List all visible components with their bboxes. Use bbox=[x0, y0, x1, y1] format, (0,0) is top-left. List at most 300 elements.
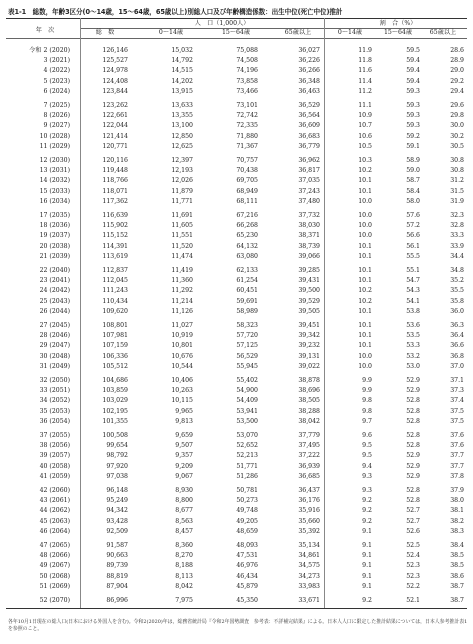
cell-age-15-64: 68,949 bbox=[236, 187, 258, 195]
table-row bbox=[6, 46, 467, 56]
cell-age-15-64: 63,080 bbox=[236, 252, 258, 260]
cell-ratio-15-64: 52.8 bbox=[406, 497, 420, 505]
cell-total: 93,428 bbox=[106, 517, 128, 525]
cell-age-0-14: 7,975 bbox=[175, 597, 193, 604]
cell-ratio-65-plus: 29.2 bbox=[450, 77, 464, 85]
cell-age-15-64: 61,254 bbox=[236, 277, 258, 285]
cell-ratio-65-plus: 35.2 bbox=[450, 277, 464, 285]
cell-total: 122,044 bbox=[102, 122, 128, 130]
cell-total: 101,355 bbox=[102, 417, 128, 425]
cell-age-65-plus: 38,042 bbox=[298, 417, 320, 425]
table-row bbox=[6, 197, 467, 207]
cell-ratio-65-plus: 31.2 bbox=[450, 177, 464, 185]
cell-age-65-plus: 37,222 bbox=[298, 452, 320, 460]
cell-ratio-15-64: 55.1 bbox=[406, 267, 420, 274]
table-row bbox=[6, 77, 467, 87]
table-row bbox=[6, 166, 467, 176]
cell-ratio-15-64: 59.3 bbox=[406, 102, 420, 109]
cell-ratio-0-14: 9.1 bbox=[362, 552, 372, 560]
cell-ratio-0-14: 10.1 bbox=[358, 252, 372, 260]
cell-ratio-0-14: 9.3 bbox=[362, 487, 372, 494]
cell-age-0-14: 11,879 bbox=[171, 187, 193, 195]
cell-total: 104,686 bbox=[102, 377, 128, 384]
cell-age-15-64: 67,216 bbox=[236, 212, 258, 219]
cell-ratio-15-64: 52.3 bbox=[406, 572, 420, 580]
header-ratio-65-plus: 65歳以上 bbox=[429, 29, 457, 36]
cell-total: 98,792 bbox=[106, 452, 128, 460]
table-row bbox=[6, 561, 467, 571]
cell-age-65-plus: 36,683 bbox=[298, 132, 320, 140]
cell-age-15-64: 68,111 bbox=[236, 197, 258, 205]
cell-age-15-64: 46,434 bbox=[236, 572, 258, 580]
cell-year: 21 (2039) bbox=[39, 252, 70, 260]
cell-age-65-plus: 36,266 bbox=[298, 67, 320, 75]
cell-ratio-0-14: 9.1 bbox=[362, 542, 372, 549]
cell-age-0-14: 8,457 bbox=[175, 527, 193, 535]
cell-age-15-64: 74,508 bbox=[236, 57, 258, 65]
table-row bbox=[6, 121, 467, 131]
cell-ratio-65-plus: 30.8 bbox=[450, 157, 464, 164]
header-age-65-plus: 65歳以上 bbox=[284, 29, 312, 36]
cell-age-15-64: 52,652 bbox=[236, 442, 258, 450]
cell-age-0-14: 10,544 bbox=[171, 362, 193, 370]
cell-age-65-plus: 39,529 bbox=[298, 297, 320, 305]
cell-ratio-0-14: 10.1 bbox=[358, 342, 372, 350]
cell-ratio-65-plus: 30.0 bbox=[450, 122, 464, 130]
table-row bbox=[6, 101, 467, 111]
cell-age-0-14: 14,202 bbox=[171, 77, 193, 85]
cell-age-0-14: 13,355 bbox=[171, 112, 193, 120]
cell-ratio-15-64: 58.0 bbox=[406, 197, 420, 205]
table-row bbox=[6, 517, 467, 527]
cell-total: 114,391 bbox=[102, 242, 128, 250]
cell-age-65-plus: 35,916 bbox=[298, 507, 320, 515]
table-row bbox=[6, 331, 467, 341]
cell-year: 25 (2043) bbox=[39, 297, 70, 305]
cell-ratio-65-plus: 37.3 bbox=[450, 387, 464, 395]
cell-age-0-14: 13,915 bbox=[171, 87, 193, 95]
cell-total: 96,148 bbox=[106, 487, 128, 494]
cell-year: 11 (2029) bbox=[39, 142, 70, 150]
table-row bbox=[6, 231, 467, 241]
table-row bbox=[6, 111, 467, 121]
cell-ratio-65-plus: 37.7 bbox=[450, 452, 464, 460]
cell-age-15-64: 49,748 bbox=[236, 507, 258, 515]
cell-total: 97,920 bbox=[106, 462, 128, 470]
cell-age-0-14: 13,633 bbox=[171, 102, 193, 109]
cell-year: 19 (2037) bbox=[39, 232, 70, 240]
cell-age-0-14: 11,691 bbox=[171, 212, 193, 219]
cell-total: 108,801 bbox=[102, 322, 128, 329]
cell-total: 109,620 bbox=[102, 307, 128, 315]
cell-ratio-15-64: 59.3 bbox=[406, 122, 420, 130]
cell-year: 32 (2050) bbox=[39, 377, 70, 384]
table-row bbox=[6, 431, 467, 441]
cell-ratio-65-plus: 33.3 bbox=[450, 232, 464, 240]
cell-age-0-14: 12,850 bbox=[171, 132, 193, 140]
cell-ratio-0-14: 11.4 bbox=[358, 77, 372, 85]
cell-total: 100,508 bbox=[102, 432, 128, 439]
cell-ratio-0-14: 9.6 bbox=[362, 432, 372, 439]
cell-total: 94,342 bbox=[106, 507, 128, 515]
cell-ratio-15-64: 59.4 bbox=[406, 57, 420, 65]
cell-ratio-0-14: 10.1 bbox=[358, 277, 372, 285]
cell-age-65-plus: 38,030 bbox=[298, 222, 320, 230]
table-row bbox=[6, 187, 467, 197]
cell-age-0-14: 8,930 bbox=[175, 487, 193, 494]
cell-year: 33 (2051) bbox=[39, 387, 70, 395]
cell-ratio-15-64: 52.9 bbox=[406, 472, 420, 480]
cell-age-0-14: 11,474 bbox=[171, 252, 193, 260]
cell-total: 118,071 bbox=[102, 187, 128, 195]
cell-total: 107,981 bbox=[102, 332, 128, 340]
cell-year: 37 (2055) bbox=[39, 432, 70, 439]
cell-ratio-65-plus: 38.0 bbox=[450, 497, 464, 505]
cell-ratio-0-14: 10.7 bbox=[358, 122, 372, 130]
table-row bbox=[6, 451, 467, 461]
cell-ratio-15-64: 58.4 bbox=[406, 187, 420, 195]
cell-age-15-64: 56,529 bbox=[236, 352, 258, 360]
cell-ratio-0-14: 9.8 bbox=[362, 397, 372, 405]
cell-ratio-0-14: 10.5 bbox=[358, 142, 372, 150]
cell-age-15-64: 47,531 bbox=[236, 552, 258, 560]
table-row bbox=[6, 132, 467, 142]
cell-ratio-65-plus: 28.9 bbox=[450, 57, 464, 65]
cell-age-0-14: 11,126 bbox=[171, 307, 193, 315]
cell-age-15-64: 50,273 bbox=[236, 497, 258, 505]
cell-ratio-65-plus: 35.5 bbox=[450, 287, 464, 295]
cell-total: 125,527 bbox=[102, 57, 128, 65]
cell-ratio-15-64: 52.8 bbox=[406, 397, 420, 405]
cell-age-15-64: 69,705 bbox=[236, 177, 258, 185]
cell-age-65-plus: 37,243 bbox=[298, 187, 320, 195]
cell-ratio-65-plus: 38.5 bbox=[450, 562, 464, 570]
cell-total: 122,661 bbox=[102, 112, 128, 120]
cell-year: 9 (2027) bbox=[43, 122, 70, 130]
header-bottom-rule bbox=[6, 38, 467, 39]
cell-year: 42 (2060) bbox=[39, 487, 70, 494]
table-row bbox=[6, 362, 467, 372]
table-row bbox=[6, 341, 467, 351]
cell-age-65-plus: 34,575 bbox=[298, 562, 320, 570]
cell-ratio-15-64: 53.5 bbox=[406, 332, 420, 340]
header-age-15-64: 15～64歳 bbox=[221, 29, 251, 36]
table-row bbox=[6, 376, 467, 386]
cell-ratio-15-64: 53.8 bbox=[406, 307, 420, 315]
cell-total: 90,663 bbox=[106, 552, 128, 560]
cell-year: 31 (2049) bbox=[39, 362, 70, 370]
cell-year: 40 (2058) bbox=[39, 462, 70, 470]
cell-age-65-plus: 39,022 bbox=[298, 362, 320, 370]
table-row bbox=[6, 462, 467, 472]
cell-age-0-14: 9,067 bbox=[175, 472, 193, 480]
cell-age-0-14: 11,605 bbox=[171, 222, 193, 230]
table-footnote: 各年10月1日現在の総人口(日本における外国人を含む)。令和2(2020)年は，総務省統計局『令和2年国勢調査 参考表：不詳補完結果』による。日本人人口に限定した推計結果については，日本人参考推計表1を参照のこと。 bbox=[8, 619, 468, 632]
cell-year: 39 (2057) bbox=[39, 452, 70, 460]
cell-ratio-0-14: 10.0 bbox=[358, 222, 372, 230]
cell-age-0-14: 9,357 bbox=[175, 452, 193, 460]
cell-ratio-15-64: 52.1 bbox=[406, 597, 420, 604]
cell-age-15-64: 45,350 bbox=[236, 597, 258, 604]
cell-age-65-plus: 38,288 bbox=[298, 407, 320, 415]
cell-ratio-0-14: 9.4 bbox=[362, 462, 372, 470]
cell-age-65-plus: 39,066 bbox=[298, 252, 320, 260]
table-row bbox=[6, 66, 467, 76]
cell-total: 121,414 bbox=[102, 132, 128, 140]
table-row bbox=[6, 266, 467, 276]
cell-ratio-65-plus: 38.2 bbox=[450, 517, 464, 525]
cell-ratio-0-14: 10.0 bbox=[358, 352, 372, 360]
cell-ratio-65-plus: 34.4 bbox=[450, 252, 464, 260]
table-row bbox=[6, 396, 467, 406]
cell-year: 46 (2064) bbox=[39, 527, 70, 535]
cell-year: 27 (2045) bbox=[39, 322, 70, 329]
cell-ratio-0-14: 10.6 bbox=[358, 132, 372, 140]
cell-age-15-64: 71,880 bbox=[236, 132, 258, 140]
cell-age-15-64: 66,268 bbox=[236, 222, 258, 230]
table-row bbox=[6, 87, 467, 97]
cell-total: 123,262 bbox=[102, 102, 128, 109]
cell-age-0-14: 8,563 bbox=[175, 517, 193, 525]
table-row bbox=[6, 252, 467, 262]
cell-age-15-64: 71,367 bbox=[236, 142, 258, 150]
cell-ratio-65-plus: 38.4 bbox=[450, 542, 464, 549]
header-ratio-0-14: 0～14歳 bbox=[337, 29, 363, 36]
cell-year: 16 (2034) bbox=[39, 197, 70, 205]
cell-year: 47 (2065) bbox=[39, 542, 70, 549]
cell-year: 13 (2031) bbox=[39, 167, 70, 175]
cell-age-0-14: 9,659 bbox=[175, 432, 193, 439]
cell-ratio-65-plus: 37.5 bbox=[450, 407, 464, 415]
cell-ratio-65-plus: 37.6 bbox=[450, 432, 464, 439]
cell-ratio-15-64: 54.1 bbox=[406, 297, 420, 305]
table-row bbox=[6, 211, 467, 221]
cell-age-15-64: 52,213 bbox=[236, 452, 258, 460]
cell-ratio-15-64: 58.7 bbox=[406, 177, 420, 185]
cell-age-0-14: 10,263 bbox=[171, 387, 193, 395]
cell-ratio-65-plus: 35.8 bbox=[450, 297, 464, 305]
cell-year: 41 (2059) bbox=[39, 472, 70, 480]
cell-total: 92,509 bbox=[106, 527, 128, 535]
cell-ratio-0-14: 10.2 bbox=[358, 297, 372, 305]
cell-total: 91,587 bbox=[106, 542, 128, 549]
cell-ratio-0-14: 10.1 bbox=[358, 267, 372, 274]
cell-age-0-14: 11,027 bbox=[171, 322, 193, 329]
cell-age-0-14: 10,801 bbox=[171, 342, 193, 350]
cell-ratio-15-64: 52.9 bbox=[406, 452, 420, 460]
cell-age-15-64: 48,093 bbox=[236, 542, 258, 549]
cell-ratio-65-plus: 37.8 bbox=[450, 472, 464, 480]
cell-ratio-65-plus: 31.5 bbox=[450, 187, 464, 195]
cell-ratio-15-64: 59.3 bbox=[406, 87, 420, 95]
cell-age-65-plus: 36,463 bbox=[298, 87, 320, 95]
cell-ratio-65-plus: 36.0 bbox=[450, 307, 464, 315]
cell-age-15-64: 58,323 bbox=[236, 322, 258, 329]
cell-age-15-64: 75,088 bbox=[236, 47, 258, 54]
cell-ratio-15-64: 52.4 bbox=[406, 552, 420, 560]
table-row bbox=[6, 551, 467, 561]
cell-age-0-14: 9,965 bbox=[175, 407, 193, 415]
cell-total: 123,844 bbox=[102, 87, 128, 95]
cell-ratio-0-14: 9.5 bbox=[362, 452, 372, 460]
cell-ratio-65-plus: 30.8 bbox=[450, 167, 464, 175]
cell-age-15-64: 74,196 bbox=[236, 67, 258, 75]
table-row bbox=[6, 417, 467, 427]
cell-ratio-15-64: 57.2 bbox=[406, 222, 420, 230]
table-row bbox=[6, 156, 467, 166]
cell-total: 111,243 bbox=[102, 287, 128, 295]
cell-total: 124,978 bbox=[102, 67, 128, 75]
cell-ratio-65-plus: 37.4 bbox=[450, 397, 464, 405]
cell-ratio-15-64: 59.5 bbox=[406, 47, 420, 54]
cell-ratio-15-64: 52.2 bbox=[406, 582, 420, 590]
cell-ratio-0-14: 9.1 bbox=[362, 582, 372, 590]
cell-ratio-15-64: 52.8 bbox=[406, 432, 420, 439]
cell-age-0-14: 11,360 bbox=[171, 277, 193, 285]
cell-age-15-64: 55,402 bbox=[236, 377, 258, 384]
cell-ratio-65-plus: 37.9 bbox=[450, 487, 464, 494]
cell-ratio-65-plus: 30.5 bbox=[450, 142, 464, 150]
table-row bbox=[6, 472, 467, 482]
table-row bbox=[6, 286, 467, 296]
table-row bbox=[6, 596, 467, 606]
table-top-rule bbox=[6, 18, 467, 19]
table-row bbox=[6, 441, 467, 451]
table-row bbox=[6, 297, 467, 307]
cell-ratio-15-64: 52.9 bbox=[406, 387, 420, 395]
cell-age-15-64: 45,879 bbox=[236, 582, 258, 590]
cell-total: 113,619 bbox=[102, 252, 128, 260]
table-row bbox=[6, 242, 467, 252]
cell-year: 35 (2053) bbox=[39, 407, 70, 415]
cell-age-0-14: 10,676 bbox=[171, 352, 193, 360]
cell-ratio-15-64: 53.0 bbox=[406, 362, 420, 370]
header-ratio-group: 割 合（%） bbox=[379, 20, 417, 27]
header-population-group: 人 口（1,000人） bbox=[194, 20, 250, 27]
cell-age-0-14: 10,919 bbox=[171, 332, 193, 340]
cell-age-0-14: 14,792 bbox=[171, 57, 193, 65]
cell-ratio-15-64: 59.4 bbox=[406, 67, 420, 75]
cell-age-15-64: 57,125 bbox=[236, 342, 258, 350]
table-row bbox=[6, 307, 467, 317]
cell-ratio-65-plus: 36.3 bbox=[450, 322, 464, 329]
cell-total: 115,152 bbox=[102, 232, 128, 240]
cell-age-15-64: 46,976 bbox=[236, 562, 258, 570]
cell-age-65-plus: 36,779 bbox=[298, 142, 320, 150]
cell-age-15-64: 49,205 bbox=[236, 517, 258, 525]
cell-age-65-plus: 34,861 bbox=[298, 552, 320, 560]
cell-age-65-plus: 36,437 bbox=[298, 487, 320, 494]
cell-ratio-65-plus: 29.4 bbox=[450, 87, 464, 95]
cell-age-65-plus: 35,392 bbox=[298, 527, 320, 535]
cell-age-0-14: 11,771 bbox=[171, 197, 193, 205]
cell-ratio-65-plus: 38.5 bbox=[450, 552, 464, 560]
cell-total: 106,336 bbox=[102, 352, 128, 360]
cell-age-0-14: 11,292 bbox=[171, 287, 193, 295]
cell-year: 3 (2021) bbox=[43, 57, 70, 65]
cell-age-0-14: 8,113 bbox=[175, 572, 193, 580]
cell-age-65-plus: 36,685 bbox=[298, 472, 320, 480]
cell-age-65-plus: 37,480 bbox=[298, 197, 320, 205]
cell-age-0-14: 8,360 bbox=[175, 542, 193, 549]
cell-ratio-0-14: 10.3 bbox=[358, 157, 372, 164]
header-year: 年 次 bbox=[35, 27, 55, 34]
table-row bbox=[6, 407, 467, 417]
cell-ratio-15-64: 59.4 bbox=[406, 77, 420, 85]
cell-age-0-14: 15,032 bbox=[171, 47, 193, 54]
cell-age-0-14: 8,800 bbox=[175, 497, 193, 505]
cell-age-15-64: 57,720 bbox=[236, 332, 258, 340]
cell-ratio-65-plus: 30.2 bbox=[450, 132, 464, 140]
table-row bbox=[6, 527, 467, 537]
cell-age-0-14: 12,397 bbox=[171, 157, 193, 164]
cell-age-65-plus: 36,529 bbox=[298, 102, 320, 109]
cell-year: 26 (2044) bbox=[39, 307, 70, 315]
cell-ratio-65-plus: 38.7 bbox=[450, 582, 464, 590]
cell-age-15-64: 65,230 bbox=[236, 232, 258, 240]
cell-ratio-65-plus: 33.9 bbox=[450, 242, 464, 250]
cell-ratio-15-64: 52.5 bbox=[406, 542, 420, 549]
cell-year: 50 (2068) bbox=[39, 572, 70, 580]
cell-ratio-15-64: 52.8 bbox=[406, 487, 420, 494]
cell-ratio-15-64: 53.2 bbox=[406, 352, 420, 360]
cell-ratio-65-plus: 29.8 bbox=[450, 112, 464, 120]
cell-age-15-64: 73,858 bbox=[236, 77, 258, 85]
cell-age-65-plus: 34,273 bbox=[298, 572, 320, 580]
table-row bbox=[6, 352, 467, 362]
cell-age-15-64: 70,757 bbox=[236, 157, 258, 164]
cell-ratio-15-64: 54.3 bbox=[406, 287, 420, 295]
cell-total: 112,837 bbox=[102, 267, 128, 274]
cell-age-65-plus: 39,431 bbox=[298, 277, 320, 285]
cell-ratio-65-plus: 37.6 bbox=[450, 442, 464, 450]
cell-ratio-0-14: 10.2 bbox=[358, 287, 372, 295]
cell-year: 20 (2038) bbox=[39, 242, 70, 250]
cell-ratio-65-plus: 36.4 bbox=[450, 332, 464, 340]
cell-ratio-0-14: 10.1 bbox=[358, 307, 372, 315]
cell-age-65-plus: 35,660 bbox=[298, 517, 320, 525]
cell-ratio-65-plus: 38.7 bbox=[450, 597, 464, 604]
cell-ratio-65-plus: 29.6 bbox=[450, 102, 464, 109]
cell-ratio-15-64: 59.0 bbox=[406, 167, 420, 175]
cell-age-15-64: 48,659 bbox=[236, 527, 258, 535]
cell-ratio-65-plus: 28.6 bbox=[450, 47, 464, 54]
cell-total: 107,159 bbox=[102, 342, 128, 350]
cell-age-15-64: 51,286 bbox=[236, 472, 258, 480]
cell-ratio-0-14: 10.0 bbox=[358, 362, 372, 370]
cell-ratio-65-plus: 32.8 bbox=[450, 222, 464, 230]
cell-age-65-plus: 36,609 bbox=[298, 122, 320, 130]
cell-age-65-plus: 38,739 bbox=[298, 242, 320, 250]
cell-age-15-64: 55,945 bbox=[236, 362, 258, 370]
cell-age-65-plus: 36,962 bbox=[298, 157, 320, 164]
table-row bbox=[6, 582, 467, 592]
cell-ratio-15-64: 52.7 bbox=[406, 507, 420, 515]
cell-ratio-0-14: 9.1 bbox=[362, 562, 372, 570]
cell-age-65-plus: 36,176 bbox=[298, 497, 320, 505]
cell-total: 116,639 bbox=[102, 212, 128, 219]
cell-age-65-plus: 39,131 bbox=[298, 352, 320, 360]
cell-age-15-64: 58,989 bbox=[236, 307, 258, 315]
cell-year: 令和 2 (2020) bbox=[29, 47, 70, 54]
cell-year: 24 (2042) bbox=[39, 287, 70, 295]
cell-total: 87,904 bbox=[106, 582, 128, 590]
cell-ratio-0-14: 11.6 bbox=[358, 67, 372, 75]
cell-age-65-plus: 39,285 bbox=[298, 267, 320, 274]
cell-age-15-64: 54,900 bbox=[236, 387, 258, 395]
cell-year: 48 (2066) bbox=[39, 552, 70, 560]
cell-age-65-plus: 36,939 bbox=[298, 462, 320, 470]
